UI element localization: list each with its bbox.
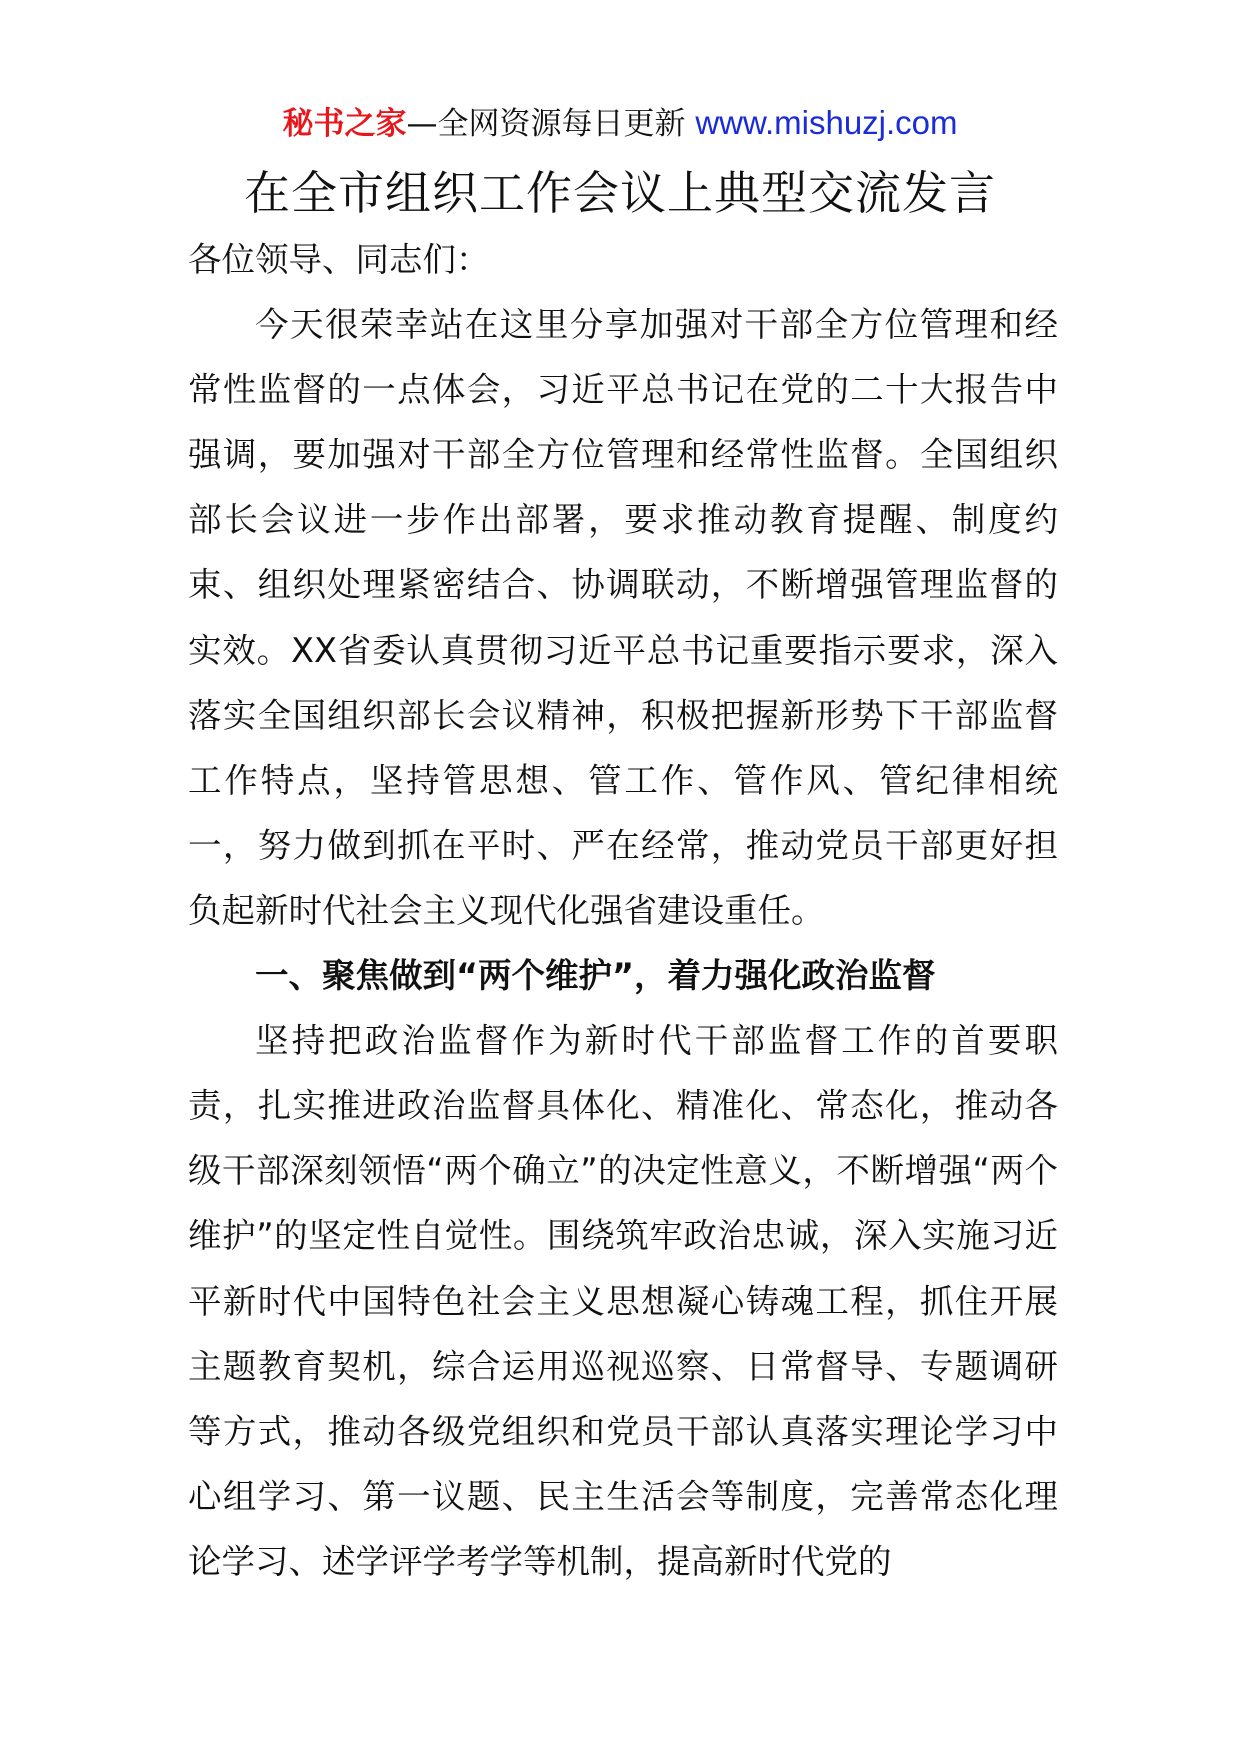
salutation: 各位领导、同志们： xyxy=(188,240,490,279)
site-header xyxy=(0,100,1240,147)
section-paragraph: 坚持把政治监督作为新时代干部监督工作的首要职责，扎实推进政治监督具体化、精准化、常态化，推动各级干部深刻领悟“两个确立”的决定性意义，不断增强“两个维护”的坚定性自觉性。围绕筑牢政治忠诚，深入实施习近平新时代中国特色社会主义思想凝心铸魂工程，抓住开展主题教育契机，综合运用巡视巡察、日常督导、专题调研等方式，推动各级党组织和党员干部认真落实理论学习中心组学习、第一议题、民主生活会等制度，完善常态化理论学习、述学评学考学等机制，提高新时代党的 xyxy=(188,1021,1058,1581)
document-body xyxy=(188,227,1058,1594)
section-heading: 一、聚焦做到“两个维护”，着力强化政治监督 xyxy=(255,956,936,996)
site-url-link[interactable]: www.mishuzj.com xyxy=(695,104,958,141)
brand-name: 秘书之家 xyxy=(282,106,407,142)
intro-paragraph: 今天很荣幸站在这里分享加强对干部全方位管理和经常性监督的一点体会，习近平总书记在党的二十大报告中强调，要加强对干部全方位管理和经常性监督。全国组织部长会议进一步作出部署，要求推动教育提醒、制度约束、组织处理紧密结合、协调联动，不断增强管理监督的实效。XX省委认真贯彻习近平总书记重要指示要求，深入落实全国组织部长会议精神，积极把握新形势下干部监督工作特点，坚持管思想、管工作、管作风、管纪律相统一，努力做到抓在平时、严在经常，推动党员干部更好担负起新时代社会主义现代化强省建设重任。 xyxy=(188,305,1058,930)
header-tagline: —全网资源每日更新 xyxy=(406,106,696,142)
document-title: 在全市组织工作会议上典型交流发言 xyxy=(244,166,996,220)
